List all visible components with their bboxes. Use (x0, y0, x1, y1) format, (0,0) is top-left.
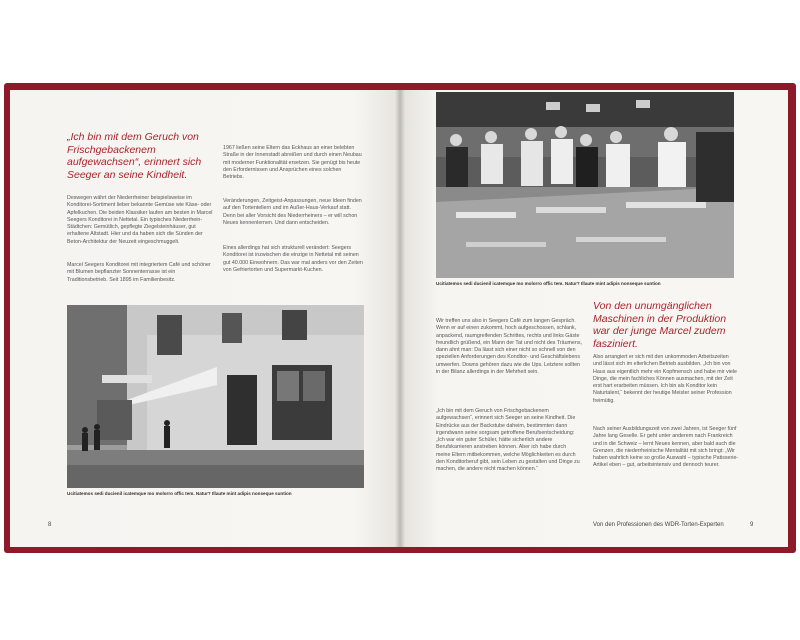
right-photo-caption: Ucitiatemos sedi ducienil icatemque mo molorro offic tem. Natur? Illaute mint adipis nonseque suntion (436, 281, 661, 286)
running-head: Von den Professionen des WDR-Torten-Experten (593, 522, 724, 528)
left-col2-paragraph-2: Veränderungen, Zeitgeist-Anpassungen, neue Ideen finden auf den Tortentellern und im Außer-Haus-Verkauf statt. Denn bei aller Vorsicht des Niederrheiners – er will schon Neues kennenlernen. Und dann entscheiden. (223, 198, 362, 226)
page-number: 9 (750, 522, 754, 528)
page-number: 8 (48, 522, 52, 528)
left-col2-paragraph-1: 1967 ließen seine Eltern das Eckhaus an einer belebten Straße in der Innenstadt abreißen und durch einen Neubau mit moderner Funktionalität ersetzen. Sie genügt bis heute den Erfordernissen und Ansprüchen eines solchen Betriebs. (223, 145, 362, 181)
right-col2-paragraph-2: Nach seiner Ausbildungszeit von zwei Jahren, ist Seeger fünf Jahre lang Geselle. Er geht unter anderem nach Frankreich und in die Schweiz – lernt Neues kennen, aber bald auch die Grenzen, die niederrheinische Mentalität mit sich bringt: „Wir haben wahrlich keine so große Auswahl – typische Patisserie-Artikel eben – gut, arbeitsintensiv und dennoch teurer. (593, 426, 739, 469)
right-pull-quote: Von den unumgänglichen Maschinen in der Produktion war der junge Marcel zudem fasziniert. (593, 300, 727, 350)
right-page (400, 90, 788, 547)
left-pull-quote (67, 131, 217, 181)
left-photo-caption: Ucitiatemos sedi ducienil icatemque mo molorro offic tem. Natur? Illaute mint adipis nonseque suntion (67, 491, 292, 496)
storefront-photo (67, 305, 364, 488)
pull-quote-text: „Ich bin mit dem Geruch von Frischgebackenem aufgewachsen“, (67, 131, 199, 168)
left-col1-paragraph-2: Marcel Seegers Konditorei mit integriertem Café und schöner mit Blumen bepflanzter Sonnenterrasse ist ein Traditionsbetrieb. Seit 1895 im Familienbesitz. (67, 262, 211, 283)
pull-quote-attribution: erinnert sich Seeger an seine Kindheit. (67, 156, 202, 181)
right-col1-paragraph-1: Wir treffen uns also in Seegers Café zum langen Gespräch. Wenn er auf einen zukommt, hoch aufgeschossen, schlank, anpackend, raumgreifenden Schrittes, rechts und links Gäste freundlich grüßend, ein Mann der Tat und nicht des Träumens, dann ahnt man: Da lässt sich einer nicht so schnell von den speziellen Anforderungen des Konditor- und Geschäftslebens umwerfen. Downs gehören dazu wie die Ups. Letztere sollten in der Bilanz allerdings in der Mehrheit sein. (436, 318, 582, 376)
right-col2-paragraph-1: Also arrangiert er sich mit den unkommoden Arbeitszeiten und lässt sich im elterlichen Betrieb ausbilden. „Ich bin von Haus aus eigentlich mehr ein Kopfmensch und habe mir viele Dinge, die mein fachliches Können ausmachen, mit der Zeit erst hart erarbeiten müssen. Ich bin als Konditor kein Naturtalent,“ bekennt der heutige Meister seiner Profession freimütig. (593, 354, 737, 404)
bakery-counter-photo (436, 92, 734, 278)
left-col2-paragraph-3: Eines allerdings hat sich strukturell verändert: Seegers Konditorei ist inzwischen die einzige in Nettetal mit seinen gut 40.000 Einwohnern. Das war mal anders vor den Zeiten von Gefriertorten und Supermarkt-Kuchen. (223, 245, 363, 273)
book-gutter (395, 90, 405, 547)
right-col1-paragraph-2: „Ich bin mit dem Geruch von Frischgebackenem aufgewachsen“, erinnert sich Seeger an seine Kindheit. Die Eindrücke aus der Backstube daheim, bestimmten dann irgendwann seine sorgsam getroffene Berufsentscheidung: „Ich war ein guter Schüler, hätte sicherlich andere Berufskarrieren anstreben können. Aber ich habe durch meine Eltern mitbekommen, welche Möglichkeiten es durch den Konditorberuf gibt, sein Leben zu gestalten und Dinge zu machen, die andere nicht machen können.“ (436, 408, 580, 473)
left-col1-paragraph-1: Deswegen währt der Niederrheiner beispielsweise im Konditorei-Sortiment lieber bekannte Gemüse wie Käse- oder Apfelkuchen. Die beiden Klassiker laufen am besten in Marcel Seegers Konditorei in Nettetal. Ein typisches Niederrhein-Städtchen: Gemütlich, gepflegte Ziegelsteinhäuser, gut erhaltene Altstadt. Hier und da haben sich die Sünden der Beton-Architektur der Neuzeit eingeschmuggelt. (67, 195, 213, 245)
left-page (10, 90, 400, 547)
